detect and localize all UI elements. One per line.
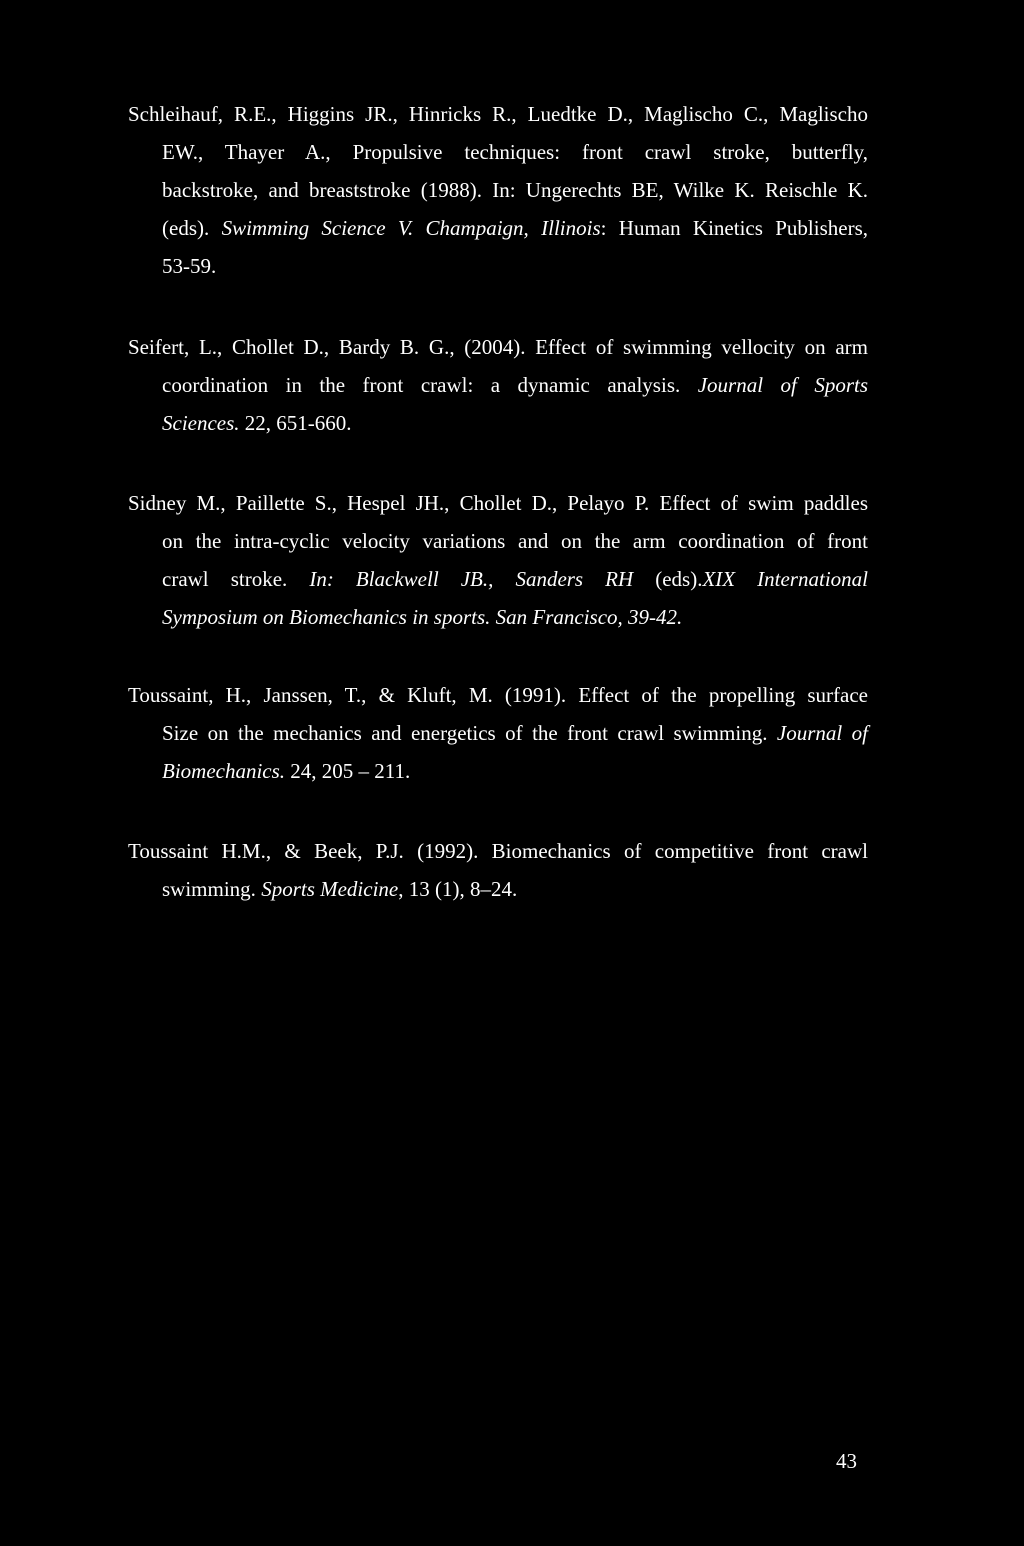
reference-line: on the intra-cyclic velocity variations and on the arm coordination of front bbox=[162, 529, 868, 553]
reference-line: Size on the mechanics and energetics of the front crawl swimming. Journal of bbox=[162, 721, 868, 745]
italic-text: XIX International bbox=[702, 567, 868, 591]
reference-line: Toussaint, H., Janssen, T., & Kluft, M. (1991). Effect of the propelling surface bbox=[128, 683, 868, 707]
reference-line: Seifert, L., Chollet D., Bardy B. G., (2004). Effect of swimming vellocity on arm bbox=[128, 335, 868, 359]
italic-text: In: Blackwell JB., Sanders RH bbox=[309, 567, 634, 591]
italic-text: Sports Medicine bbox=[261, 877, 399, 901]
reference-sidney bbox=[128, 484, 868, 636]
reference-toussaint-1992 bbox=[128, 832, 868, 908]
reference-line: Toussaint H.M., & Beek, P.J. (1992). Biomechanics of competitive front crawl bbox=[128, 839, 868, 863]
reference-line: EW., Thayer A., Propulsive techniques: front crawl stroke, butterfly, bbox=[162, 140, 868, 164]
reference-toussaint-1991 bbox=[128, 676, 868, 790]
reference-line: Schleihauf, R.E., Higgins JR., Hinricks R., Luedtke D., Maglischo C., Maglischo bbox=[128, 102, 868, 126]
italic-text: Sciences. bbox=[162, 411, 240, 435]
reference-seifert bbox=[128, 328, 868, 442]
reference-line: Biomechanics. 24, 205 – 211. bbox=[162, 759, 411, 783]
reference-line: 53-59. bbox=[162, 254, 217, 278]
reference-line: crawl stroke. In: Blackwell JB., Sanders RH (eds).XIX International bbox=[162, 567, 868, 591]
italic-text: Biomechanics. bbox=[162, 759, 286, 783]
reference-line: coordination in the front crawl: a dynamic analysis. Journal of Sports bbox=[162, 373, 868, 397]
reference-line: (eds). Swimming Science V. Champaign, Illinois: Human Kinetics Publishers, bbox=[162, 216, 868, 240]
italic-text: Swimming Science V. Champaign, Illinois bbox=[221, 216, 601, 240]
reference-line: Sciences. 22, 651-660. bbox=[162, 411, 352, 435]
page-number: 43 bbox=[836, 1449, 857, 1473]
italic-text: Journal of bbox=[776, 721, 868, 745]
reference-schleihauf bbox=[128, 95, 868, 285]
reference-line bbox=[128, 598, 868, 636]
italic-text: Symposium on Biomechanics in sports. San Francisco, 39-42. bbox=[162, 605, 683, 629]
italic-text: Journal of Sports bbox=[697, 373, 868, 397]
reference-line: swimming. Sports Medicine, 13 (1), 8–24. bbox=[162, 877, 518, 901]
reference-line: Sidney M., Paillette S., Hespel JH., Chollet D., Pelayo P. Effect of swim paddles bbox=[128, 491, 868, 515]
reference-line: backstroke, and breaststroke (1988). In: Ungerechts BE, Wilke K. Reischle K. bbox=[162, 178, 868, 202]
